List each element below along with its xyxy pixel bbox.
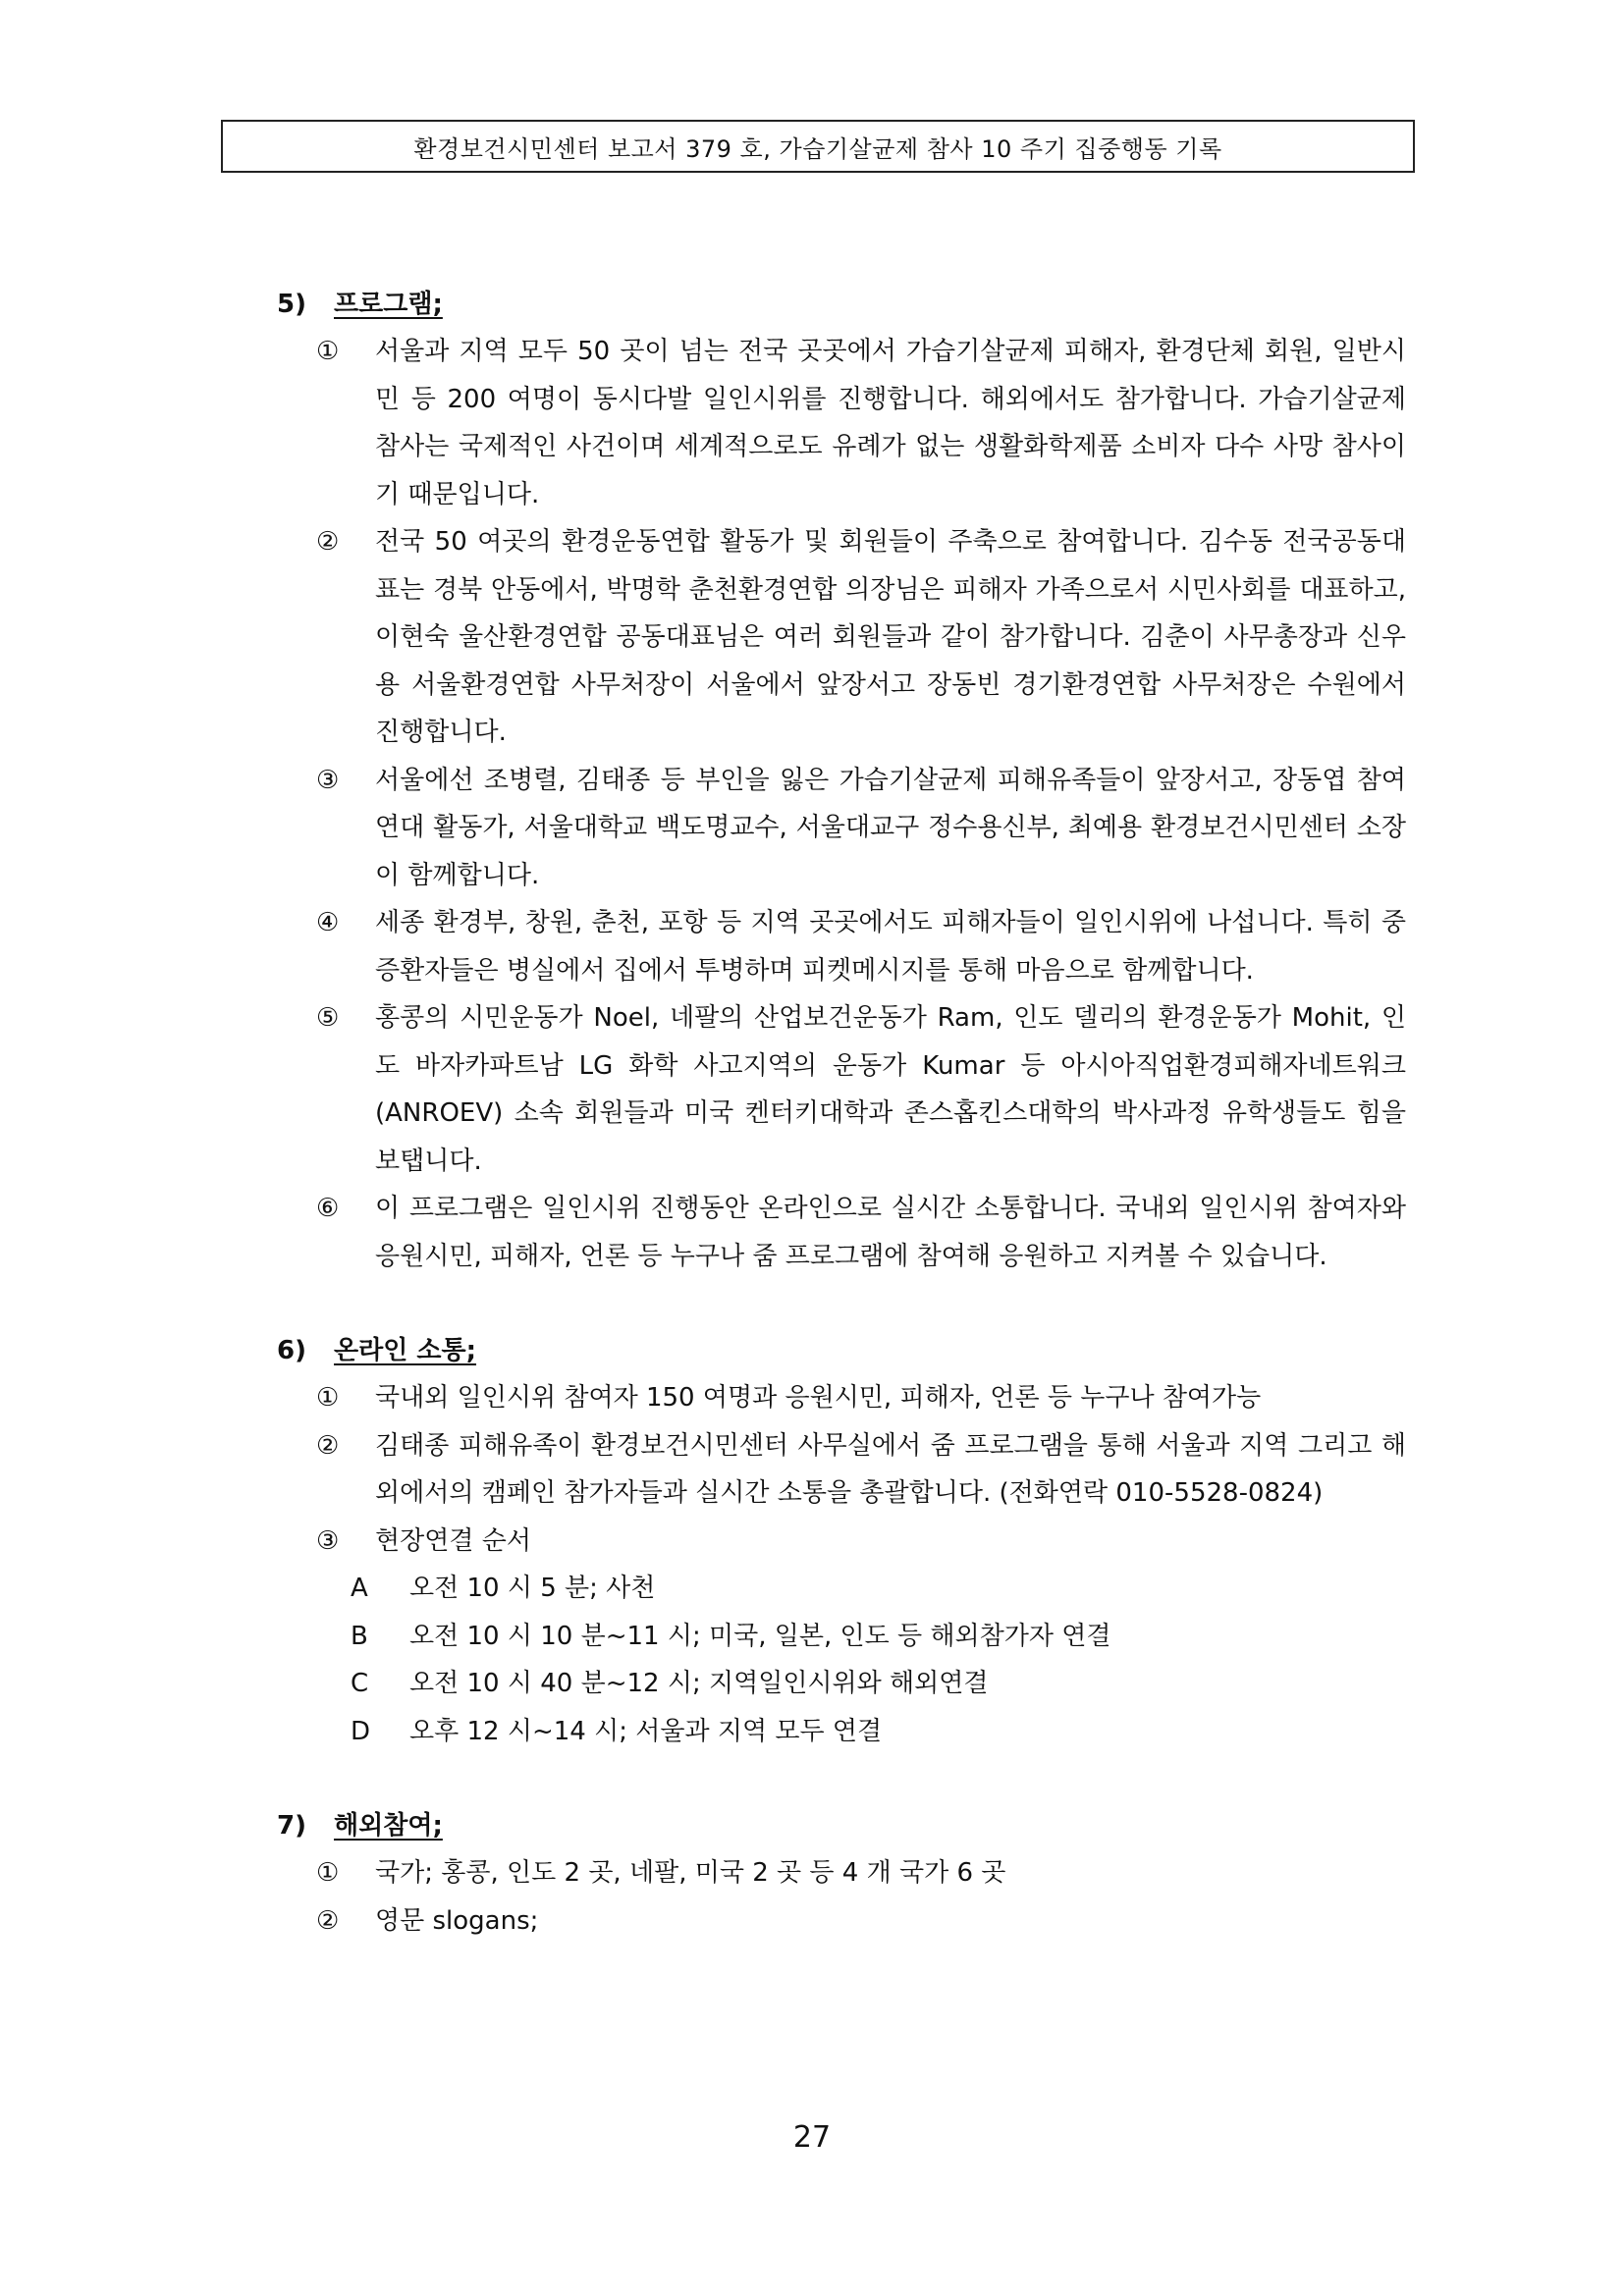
section-5-title — [277, 281, 1406, 328]
section-7-title — [277, 1802, 1406, 1849]
list-item — [277, 1897, 1406, 1946]
schedule-marker: D — [351, 1716, 371, 1746]
schedule-marker: B — [351, 1621, 368, 1651]
list-item-text: 국가; 홍콩, 인도 2 곳, 네팔, 미국 2 곳 등 4 개 국가 6 곳 — [375, 1858, 1006, 1888]
list-item-text: 영문 slogans; — [375, 1905, 539, 1936]
section-number: 7) — [277, 1811, 306, 1841]
report-header-title: 환경보건시민센터 보고서 379 호, 가습기살균제 참사 10 주기 집중행동 기록 — [413, 134, 1222, 163]
list-item — [277, 1374, 1406, 1422]
section-number: 5) — [277, 290, 306, 319]
list-item-text: 서울에선 조병렬, 김태종 등 부인을 잃은 가습기살균제 피해유족들이 앞장서고, 장동엽 참여연대 활동가, 서울대학교 백도명교수, 서울대교구 정수용신부, 최예용 환경보건시민센터 소장이 함께합니다. — [375, 765, 1407, 890]
list-item-text: 전국 50 여곳의 환경운동연합 활동가 및 회원들이 주축으로 참여합니다. 김수동 전국공동대표는 경북 안동에서, 박명학 춘천환경연합 의장님은 피해자 가족으로서 시민사회를 대표하고, 이현숙 울산환경연합 공동대표님은 여러 회원들과 같이 참가합니다. 김춘이 사무총장과 신우용 서울환경연합 사무처장이 서울에서 앞장서고 장동빈 경기환경연합 사무처장은 수원에서 진행합니다. — [375, 527, 1406, 747]
document-content — [277, 281, 1406, 1945]
list-marker: ① — [316, 1858, 340, 1888]
schedule-text: 오전 10 시 5 분; 사천 — [409, 1574, 656, 1603]
list-item — [277, 328, 1406, 518]
list-marker: ② — [316, 527, 340, 557]
section-number: 6) — [277, 1336, 306, 1365]
list-marker: ① — [316, 337, 340, 366]
list-item-text: 홍콩의 시민운동가 Noel, 네팔의 산업보건운동가 Ram, 인도 델리의 환경운동가 Mohit, 인도 바자카파트남 LG 화학 사고지역의 운동가 Kumar 등 아시아직업환경피해자네트워크(ANROEV) 소속 회원들과 미국 켄터키대학과 존스홉킨스대학의 박사과정 유학생들도 힘을 보탭니다. — [375, 1003, 1406, 1176]
report-header-box — [221, 120, 1415, 173]
list-item — [277, 1518, 1406, 1566]
list-item-text: 서울과 지역 모두 50 곳이 넘는 전국 곳곳에서 가습기살균제 피해자, 환경단체 회원, 일반시민 등 200 여명이 동시다발 일인시위를 진행합니다. 해외에서도 참가합니다. 가습기살균제 참사는 국제적인 사건이며 세계적으로도 유례가 없는 생활화학제품 소비자 다수 사망 참사이기 때문입니다. — [375, 337, 1406, 509]
list-item — [277, 994, 1406, 1185]
list-item-text: 현장연결 순서 — [375, 1525, 531, 1556]
section-spacer — [277, 1755, 1406, 1802]
section-heading: 온라인 소통; — [334, 1336, 477, 1365]
list-item — [277, 757, 1406, 900]
schedule-text: 오전 10 시 10 분~11 시; 미국, 일본, 인도 등 해외참가자 연결 — [409, 1621, 1111, 1651]
schedule-item — [277, 1613, 1406, 1661]
schedule-text: 오후 12 시~14 시; 서울과 지역 모두 연결 — [409, 1716, 883, 1746]
list-marker: ③ — [316, 765, 340, 795]
page-number: 27 — [792, 2120, 832, 2155]
list-item — [277, 1849, 1406, 1897]
section-6-title — [277, 1327, 1406, 1374]
list-item — [277, 1422, 1406, 1518]
list-marker: ② — [316, 1430, 340, 1461]
list-marker: ⑥ — [316, 1194, 340, 1223]
section-heading: 프로그램; — [334, 290, 443, 319]
list-marker: ③ — [316, 1525, 340, 1556]
list-marker: ② — [316, 1905, 340, 1936]
schedule-item — [277, 1565, 1406, 1613]
schedule-item — [277, 1708, 1406, 1756]
schedule-item — [277, 1660, 1406, 1708]
section-spacer — [277, 1280, 1406, 1327]
list-marker: ④ — [316, 908, 340, 937]
list-item-text: 세종 환경부, 창원, 춘천, 포항 등 지역 곳곳에서도 피해자들이 일인시위에 나섭니다. 특히 중증환자들은 병실에서 집에서 투병하며 피켓메시지를 통해 마음으로 함께합니다. — [375, 908, 1406, 986]
list-marker: ⑤ — [316, 1003, 340, 1033]
schedule-marker: A — [351, 1574, 368, 1603]
list-item — [277, 899, 1406, 994]
section-heading: 해외참여; — [334, 1811, 443, 1841]
list-item-text: 국내외 일인시위 참여자 150 여명과 응원시민, 피해자, 언론 등 누구나 참여가능 — [375, 1383, 1262, 1413]
schedule-marker: C — [351, 1669, 369, 1698]
list-item — [277, 1185, 1406, 1280]
list-item-text: 김태종 피해유족이 환경보건시민센터 사무실에서 줌 프로그램을 통해 서울과 지역 그리고 해외에서의 캠페인 참가자들과 실시간 소통을 총괄합니다. (전화연락 010-5528-0824) — [375, 1430, 1406, 1508]
list-item — [277, 518, 1406, 757]
list-marker: ① — [316, 1383, 340, 1413]
list-item-text: 이 프로그램은 일인시위 진행동안 온라인으로 실시간 소통합니다. 국내외 일인시위 참여자와 응원시민, 피해자, 언론 등 누구나 줌 프로그램에 참여해 응원하고 지켜볼 수 있습니다. — [375, 1194, 1406, 1271]
schedule-text: 오전 10 시 40 분~12 시; 지역일인시위와 해외연결 — [409, 1669, 989, 1698]
